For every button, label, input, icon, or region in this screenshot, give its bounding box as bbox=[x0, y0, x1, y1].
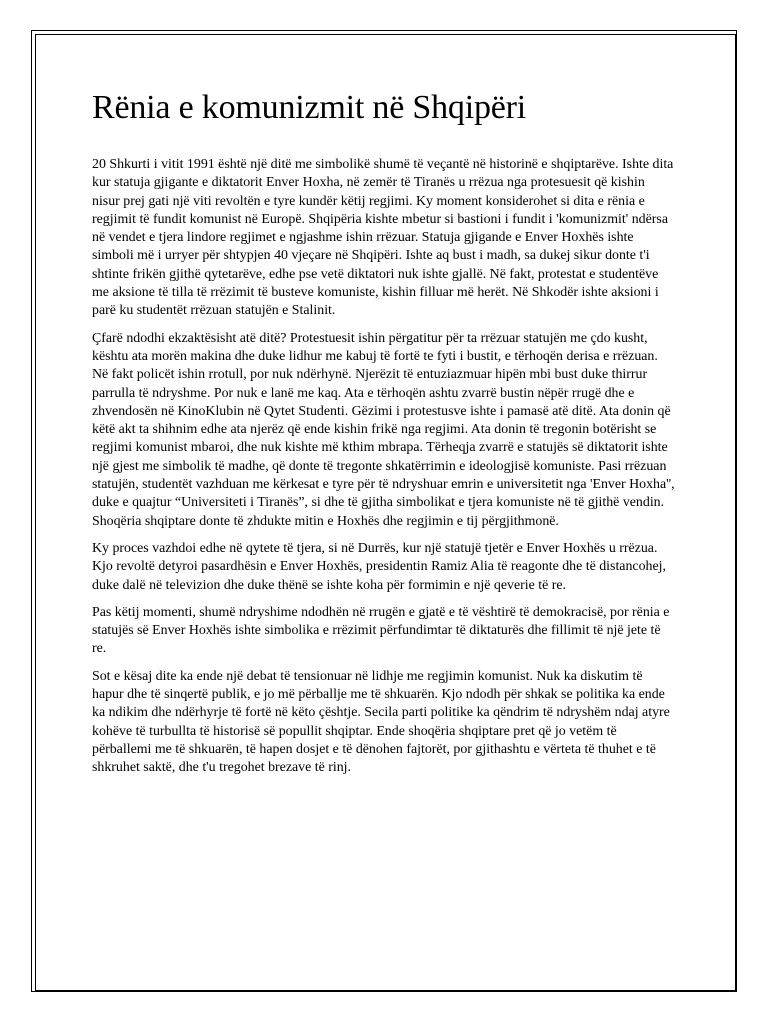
paragraph-4: Pas këtij momenti, shumë ndryshime ndodhën në rrugën e gjatë e të vështirë të demokracisë, por rënia e statujës së Enver Hoxhës ishte simbolika e rrëzimit përfundimtar të diktaturës dhe fillimit të një jete të re. bbox=[92, 604, 670, 657]
paragraph-5: Sot e kësaj dite ka ende një debat të tensionuar në lidhje me regjimin komunist. Nuk ka diskutim të hapur dhe të sinqertë publik, e jo më përballje me të shkuarën. Kjo ndodh për shkak se politika ka ende ka ndikim dhe ndërhyrje të fortë në këto çështje. Secila parti politike ka qëndrim të ndryshëm ndaj atyre kohëve të turbullta të historisë së popullit shqiptar. Ende shoqëria shqiptare pret që jo vetëm të përballemi me të shkuarën, të hapen dosjet e të dënohen fajtorët, por gjithashtu e vërteta të thuhet e të shkruhet saktë, dhe t'u tregohet brezave të rinj. bbox=[92, 668, 670, 776]
paragraph-3: Ky proces vazhdoi edhe në qytete të tjera, si në Durrës, kur një statujë tjetër e Enver Hoxhës u rrëzua. Kjo revoltë detyroi pasardhësin e Enver Hoxhës, presidentin Ramiz Alia të reagonte dhe të distancohej, duke dalë në televizion dhe duke thënë se ishte koha për formimin e një qeverie të re. bbox=[92, 540, 666, 593]
paragraph-1: 20 Shkurti i vitit 1991 është një ditë me simbolikë shumë të veçantë në historinë e shqiptarëve. Ishte dita kur statuja gjigante e diktatorit Enver Hoxha, në zemër të Tiranës u rrëzua nga protesuesit që kishin nisur prej gati një viti revoltën e tyre kundër këtij regjimi. Ky moment konsiderohet si dita e rënia e regjimit të fundit komunist në Europë. Shqipëria kishte mbetur si bastioni i fundit i 'komunizmit' ndërsa në vendet e tjera lindore regjimet e ngjashme ishin rrëzuar. Statuja gjigande e Enver Hoxhës ishte simboli më i urryer për shtypjen 40 vjeçare në Shqipëri. Ishte aq bust i madh, sa dukej sikur donte t'i shtinte frikën gjithë qytetarëve, edhe pse vetë diktatori nuk ishte gjallë. Në fakt, protestat e studentëve me aksione të tilla të rrëzimit të busteve komuniste, kishin filluar më herët. Në Shkodër ishte aksioni i parë ku studentët rrëzuan statujën e Stalinit. bbox=[92, 157, 674, 319]
document-title: Rënia e komunizmit në Shqipëri bbox=[92, 89, 527, 126]
paragraph-2: Çfarë ndodhi ekzaktësisht atë ditë? Protestuesit ishin përgatitur për ta rrëzuar statujën me çdo kusht, kështu ata morën makina dhe duke lidhur me kabuj të fortë te fyti i bustit, e tërhoqën derisa e rrëzuan. Në fakt policët ishin rrotull, por nuk ndërhynë. Njerëzit të entuziazmuar hipën mbi bust duke thirrur parrulla të ndryshme. Por nuk e lanë me kaq. Ata e tërhoqën ashtu zvarrë bustin nëpër rrugë dhe e zhvendosën në KinoKlubin në Qytet Studenti. Gëzimi i protestusve ishte i pamasë atë ditë. Ata donin që këtë akt ta shihnim edhe ata njerëz që ende kishin frikë nga regjimi. Ata donin të tregonin botërisht se regjimi komunist mbaroi, dhe nuk kishte më kthim mbrapa. Tërheqja zvarrë e statujës së diktatorit ishte një gjest me simbolik të madhe, që donte të tregonte shkatërrimin e ideologjisë komuniste. Pasi rrëzuan statujën, studentët vazhduan me kërkesat e tyre për të ndryshuar emrin e universitetit nga 'Enver Hoxha'', duke e quajtur “Universiteti i Tiranës”, si dhe të gjitha simbolikat e tjera komuniste në të gjithë vendin. Shoqëria shqiptare donte të zhdukte mitin e Hoxhës dhe regjimin e tij përgjithmonë. bbox=[92, 330, 675, 529]
document-page bbox=[92, 86, 676, 787]
